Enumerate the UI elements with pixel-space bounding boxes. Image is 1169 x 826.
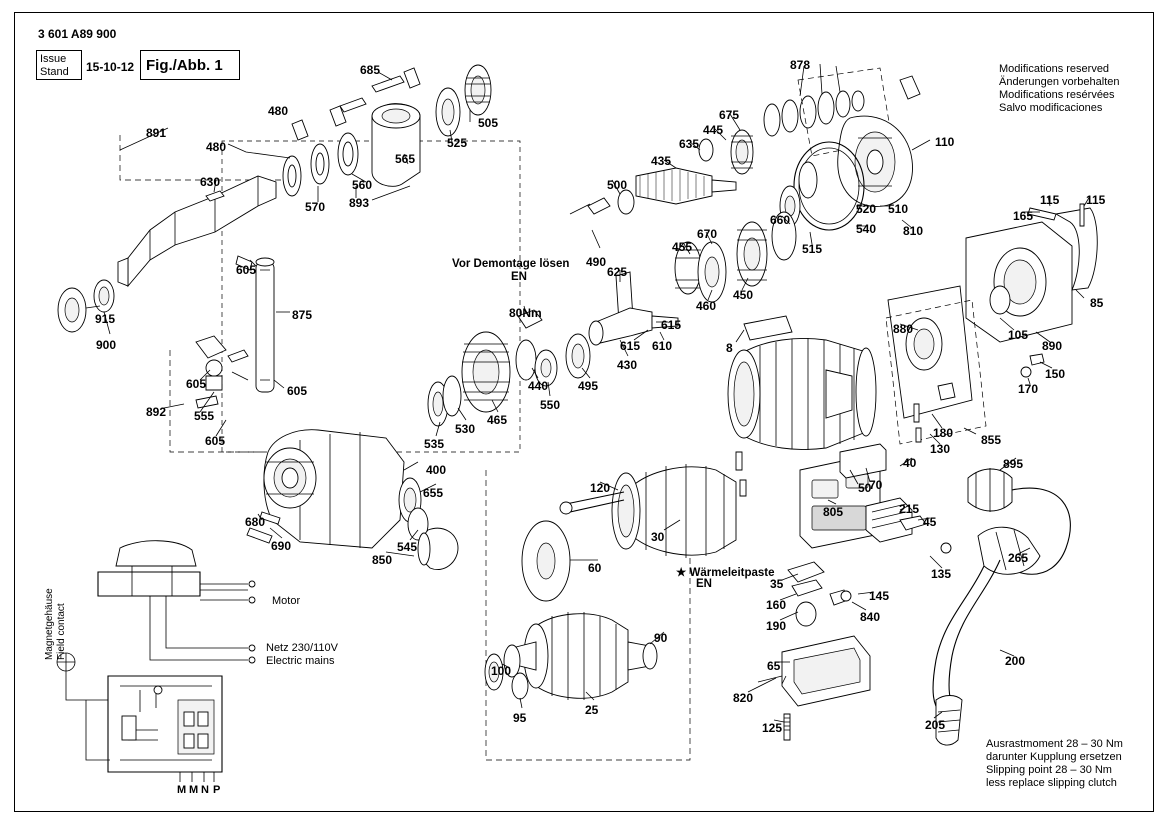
callout-875: 875 (292, 308, 313, 322)
part-number: 3 601 A89 900 (38, 27, 117, 41)
callout-480: 480 (206, 140, 227, 154)
callout-495: 495 (578, 379, 599, 393)
callout-445: 445 (703, 123, 724, 137)
callout-535: 535 (424, 437, 445, 451)
callout-50: 50 (858, 481, 872, 495)
callout-605: 605 (287, 384, 308, 398)
callout-605: 605 (205, 434, 226, 448)
notice-modifications-0: Modifications reserved (999, 63, 1110, 75)
callout-915: 915 (95, 312, 116, 326)
note-thermal-paste-line2: EN (696, 578, 712, 590)
callout-690: 690 (271, 539, 292, 553)
callout-160: 160 (766, 598, 787, 612)
callout-810: 810 (903, 224, 924, 238)
callout-500: 500 (607, 178, 628, 192)
notice-modifications-1: Änderungen vorbehalten (999, 76, 1120, 88)
callout-525: 525 (447, 136, 468, 150)
callout-540: 540 (856, 222, 877, 236)
callout-400: 400 (426, 463, 447, 477)
wiring-label-field-contact-de: Magnetgehäuse (44, 588, 55, 660)
callout-120: 120 (590, 481, 611, 495)
terminal-label-2: N (201, 784, 209, 796)
callout-60: 60 (588, 561, 602, 575)
callout-805: 805 (823, 505, 844, 519)
wiring-label-mains-en: Electric mains (266, 655, 335, 667)
callout-510: 510 (888, 202, 909, 216)
callout-891: 891 (146, 126, 167, 140)
notice-torque-1: darunter Kupplung ersetzen (986, 751, 1122, 763)
notice-modifications-3: Salvo modificaciones (999, 102, 1103, 114)
callout-40: 40 (903, 456, 917, 470)
issue-label-line1: Issue (40, 53, 67, 65)
callout-480: 480 (268, 104, 289, 118)
callout-855: 855 (981, 433, 1002, 447)
note-thermal-paste-line1: ★ Wärmeleitpaste (676, 567, 775, 579)
terminal-label-3: P (213, 784, 221, 796)
callout-615: 615 (661, 318, 682, 332)
callout-205: 205 (925, 718, 946, 732)
terminal-label-1: M (189, 784, 199, 796)
callout-45: 45 (923, 515, 937, 529)
notice-torque-2: Slipping point 28 – 30 Nm (986, 764, 1112, 776)
callout-892: 892 (146, 405, 167, 419)
callout-450: 450 (733, 288, 754, 302)
callout-615: 615 (620, 339, 641, 353)
callout-85: 85 (1090, 296, 1104, 310)
callout-850: 850 (372, 553, 393, 567)
callout-545: 545 (397, 540, 418, 554)
callout-565: 565 (395, 152, 416, 166)
callout-95: 95 (513, 711, 527, 725)
callout-110: 110 (935, 135, 955, 149)
callout-35: 35 (770, 577, 784, 591)
callout-610: 610 (652, 339, 673, 353)
callout-30: 30 (651, 530, 665, 544)
callout-430: 430 (617, 358, 638, 372)
issue-label-line2: Stand (40, 66, 69, 78)
callout-170: 170 (1018, 382, 1039, 396)
callout-890: 890 (1042, 339, 1063, 353)
callout-8: 8 (726, 341, 733, 355)
note-predisassembly-line1: Vor Demontage lösen (452, 258, 570, 270)
callout-570: 570 (305, 200, 326, 214)
callout-90: 90 (654, 631, 668, 645)
callout-130: 130 (930, 442, 951, 456)
callout-105: 105 (1008, 328, 1029, 342)
note-predisassembly-line2: EN (511, 271, 527, 283)
callout-70: 70 (869, 478, 883, 492)
callout-200: 200 (1005, 654, 1026, 668)
callout-880: 880 (893, 322, 914, 336)
callout-895: 895 (1003, 457, 1024, 471)
callout-670: 670 (697, 227, 718, 241)
callout-625: 625 (607, 265, 628, 279)
callout-25: 25 (585, 703, 599, 717)
callout-465: 465 (487, 413, 508, 427)
callout-145: 145 (869, 589, 890, 603)
callout-820: 820 (733, 691, 754, 705)
callout-660: 660 (770, 213, 791, 227)
callout-840: 840 (860, 610, 881, 624)
callout-530: 530 (455, 422, 476, 436)
callout-490: 490 (586, 255, 607, 269)
notice-torque-3: less replace slipping clutch (986, 777, 1117, 789)
callout-680: 680 (245, 515, 266, 529)
callout-440: 440 (528, 379, 549, 393)
callout-515: 515 (802, 242, 823, 256)
notice-torque-0: Ausrastmoment 28 – 30 Nm (986, 738, 1123, 750)
callout-900: 900 (96, 338, 117, 352)
callout-65: 65 (767, 659, 781, 673)
callout-555: 555 (194, 409, 215, 423)
terminal-label-0: M (177, 784, 187, 796)
callout-878: 878 (790, 58, 811, 72)
callout-165: 165 (1013, 209, 1034, 223)
callout-115: 115 (1086, 193, 1106, 207)
callout-190: 190 (766, 619, 787, 633)
callout-605: 605 (236, 263, 257, 277)
callout-460: 460 (696, 299, 717, 313)
callout-115: 115 (1040, 193, 1060, 207)
issue-date: 15-10-12 (86, 60, 135, 74)
callout-100: 100 (491, 664, 512, 678)
callout-630: 630 (200, 175, 221, 189)
callout-125: 125 (762, 721, 783, 735)
wiring-label-mains-de: Netz 230/110V (266, 642, 338, 654)
callout-893: 893 (349, 196, 370, 210)
callout-435: 435 (651, 154, 672, 168)
wiring-label-field-contact-en: Field contact (56, 603, 67, 660)
notice-modifications-2: Modifications resérvées (999, 89, 1115, 101)
callout-605: 605 (186, 377, 207, 391)
callout-635: 635 (679, 137, 700, 151)
callout-550: 550 (540, 398, 561, 412)
callout-685: 685 (360, 63, 381, 77)
callout-265: 265 (1008, 551, 1029, 565)
callout-150: 150 (1045, 367, 1066, 381)
callout-675: 675 (719, 108, 740, 122)
callout-505: 505 (478, 116, 499, 130)
callout-655: 655 (423, 486, 444, 500)
wiring-label-motor: Motor (272, 595, 301, 607)
callout-455: 455 (672, 240, 693, 254)
callout-215: 215 (899, 502, 920, 516)
callout-80Nm: 80Nm (509, 306, 542, 320)
callout-180: 180 (933, 426, 954, 440)
callout-135: 135 (931, 567, 952, 581)
figure-label: Fig./Abb. 1 (146, 57, 223, 74)
callout-560: 560 (352, 178, 373, 192)
callout-520: 520 (856, 202, 877, 216)
